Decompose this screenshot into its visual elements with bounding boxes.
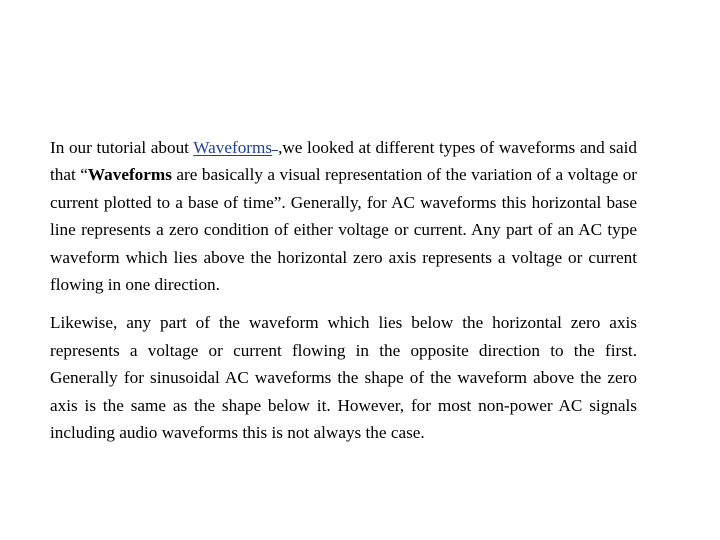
text-body (50, 134, 637, 446)
paragraph-1 (50, 134, 637, 298)
paragraph-1-bold-term: Waveforms (87, 165, 172, 185)
paragraph-1-rest: are basically a visual representation of the variation of a voltage or current plotted to a base of time”. Generally, for AC waveforms this horizontal base line represents a zero condition of either voltage or current. Any part of an AC type waveform which lies above the horizontal zero axis represents a voltage or current flowing in one direction. (50, 165, 638, 295)
paragraph-1-intro: In our tutorial about (50, 138, 194, 157)
paragraph-1-after-link: ,we looked at different types of waveforms and said that “ (50, 138, 637, 185)
waveforms-link[interactable]: Waveforms (193, 138, 273, 157)
paragraph-2: Likewise, any part of the waveform which lies below the horizontal zero axis represents a voltage or current flowing in the opposite direction to the first. Generally for sinusoidal AC waveforms the shape of the waveform above the zero axis is the same as the shape below it. However, for most non-power AC signals including audio waveforms this is not always the case. (50, 313, 637, 443)
